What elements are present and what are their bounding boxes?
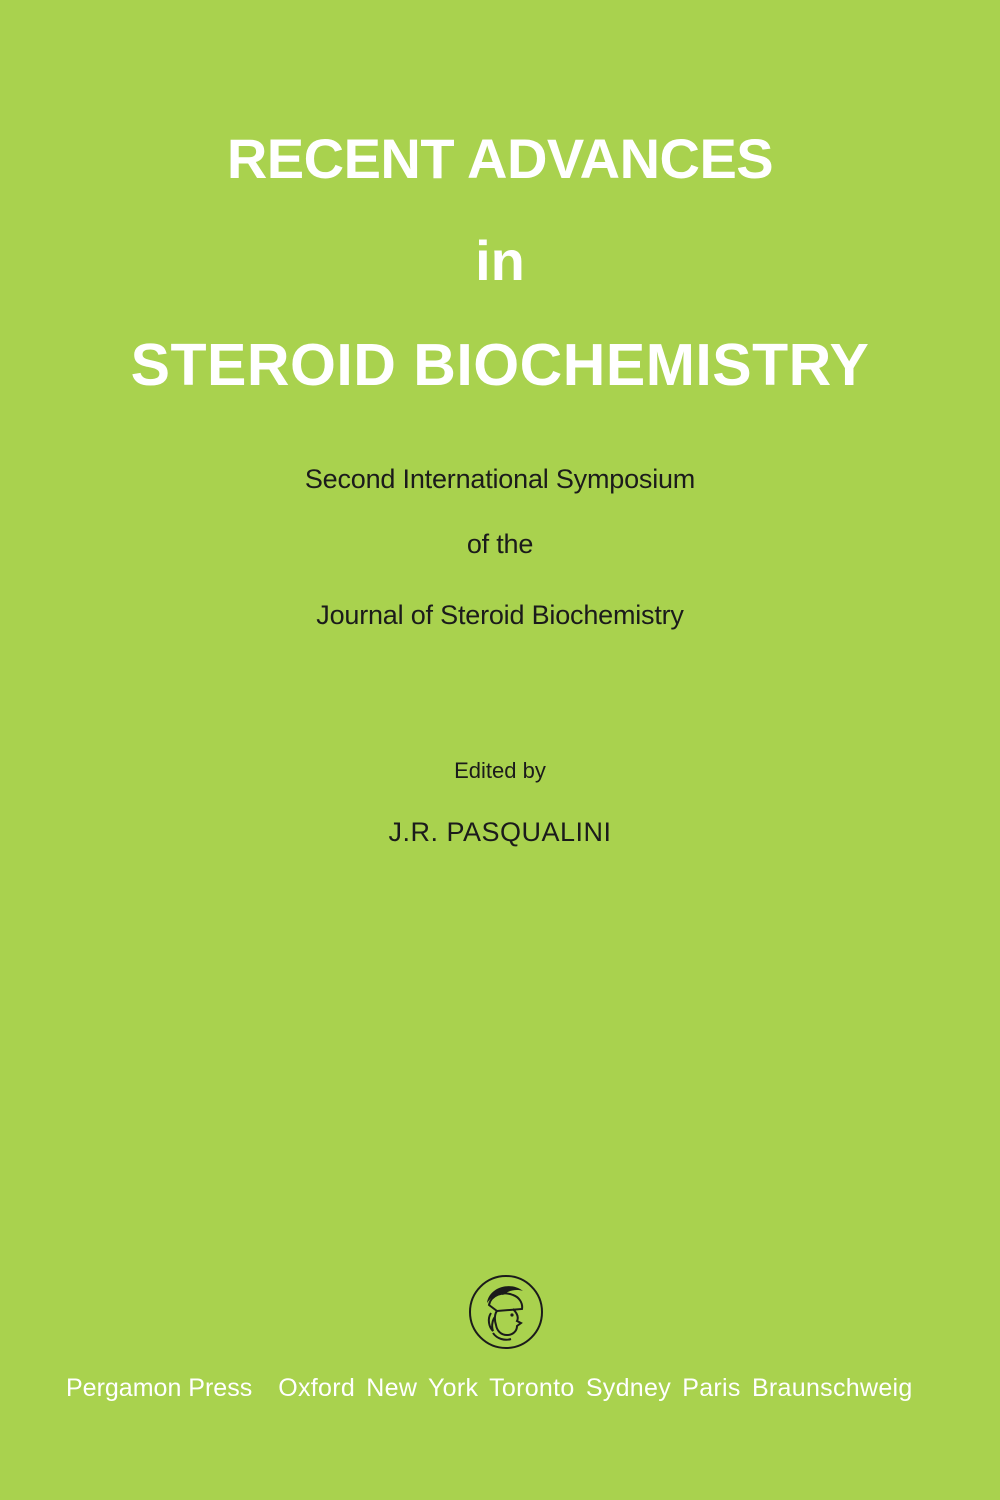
- title-line-2: in: [475, 229, 525, 292]
- publisher-name: Pergamon Press: [66, 1374, 253, 1402]
- title-line-3: STEROID BIOCHEMISTRY: [130, 332, 870, 398]
- publisher-footer: [66, 1374, 946, 1403]
- publisher-cities: Oxford New York Toronto Sydney Paris Braunschweig: [278, 1374, 913, 1402]
- subtitle-line-3: Journal of Steroid Biochemistry: [316, 600, 684, 630]
- edited-by-label: Edited by: [454, 758, 546, 783]
- editor-name: J.R. PASQUALINI: [388, 817, 612, 847]
- subtitle-line-2: of the: [466, 529, 534, 559]
- subtitle-line-1: Second International Symposium: [304, 464, 696, 494]
- title-line-1: RECENT ADVANCES: [226, 127, 774, 190]
- pergamon-logo-icon: [467, 1273, 545, 1351]
